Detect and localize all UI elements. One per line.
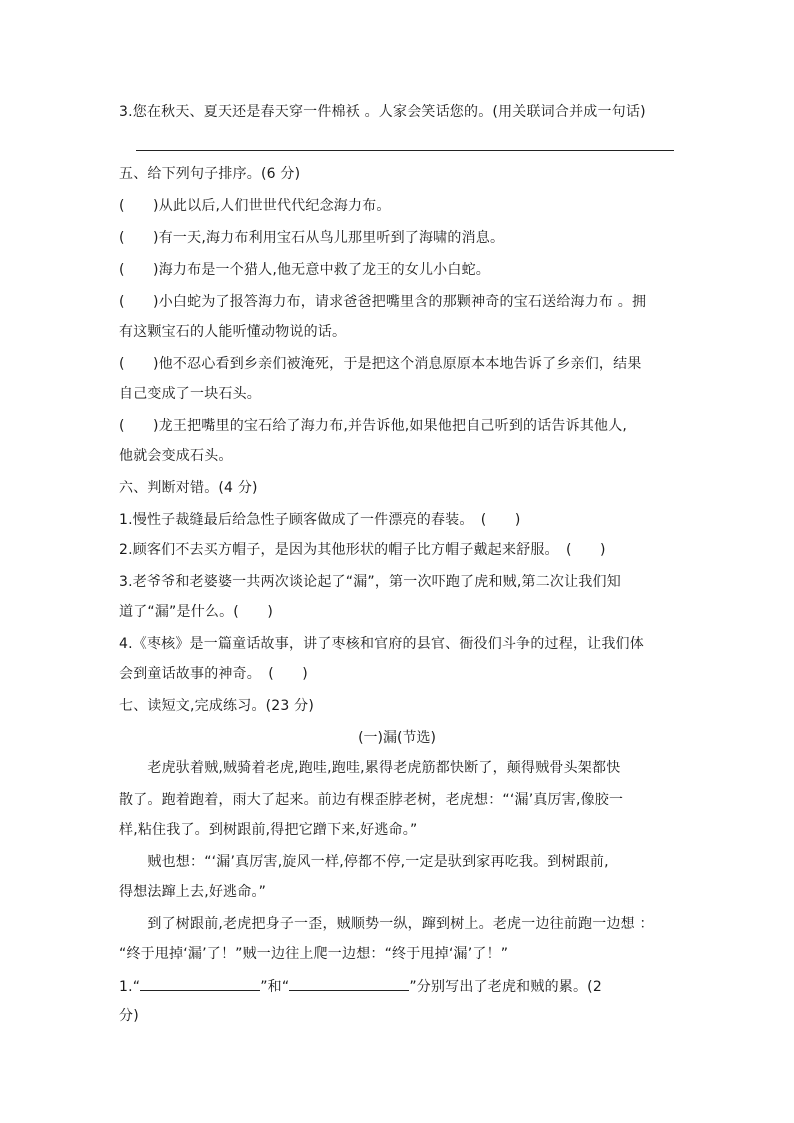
- blank-2[interactable]: [289, 976, 409, 991]
- list-item: ( )龙王把嘴里的宝石给了海力布,并告诉他,如果他把自己听到的话告诉其他人,: [119, 418, 628, 434]
- section5-heading: 五、给下列句子排序。(6 分): [119, 166, 301, 182]
- list-item: ( )从此以后,人们世世代代纪念海力布。: [119, 198, 391, 214]
- q3-rewrite: 3.您在秋天、夏天还是春天穿一件棉袄 。人家会笑话您的。(用关联词合并成一句话): [119, 104, 646, 120]
- q1-prefix: 1.“: [119, 979, 141, 995]
- list-item: 1.慢性子裁缝最后给急性子顾客做成了一件漂亮的春装。 ( ): [119, 512, 521, 528]
- blank-1[interactable]: [140, 976, 260, 991]
- passage-line: 老虎驮着贼,贼骑着老虎,跑哇,跑哇,累得老虎筋都快断了，颠得贼骨头架都快: [119, 760, 621, 776]
- section6-heading: 六、判断对错。(4 分): [119, 480, 258, 496]
- list-item: 他就会变成石头。: [119, 448, 233, 464]
- list-item: 会到童话故事的神奇。 ( ): [119, 666, 308, 682]
- list-item: 道了“漏”是什么。( ): [119, 604, 274, 620]
- list-item: ( )有一天,海力布利用宝石从鸟儿那里听到了海啸的消息。: [119, 230, 505, 246]
- passage-title: (一)漏(节选): [358, 730, 436, 746]
- q1-cont: 分): [119, 1008, 139, 1024]
- section7-heading: 七、读短文,完成练习。(23 分): [119, 698, 315, 714]
- passage-line: 得想法蹿上去,好逃命。”: [119, 884, 267, 900]
- list-item: 有这颗宝石的人能听懂动物说的话。: [119, 324, 347, 340]
- answer-line[interactable]: [136, 150, 674, 151]
- list-item: ( )他不忍心看到乡亲们被淹死，于是把这个消息原原本本地告诉了乡亲们，结果: [119, 356, 642, 372]
- list-item: 3.老爷爷和老婆婆一共两次谈论起了“漏”，第一次吓跑了虎和贼,第二次让我们知: [119, 574, 621, 590]
- list-item: ( )海力布是一个猎人,他无意中救了龙王的女儿小白蛇。: [119, 262, 490, 278]
- passage-line: 贼也想：“‘漏’真厉害,旋风一样,停都不停,一定是驮到家再吃我。到树跟前,: [119, 854, 609, 870]
- list-item: 自己变成了一块石头。: [119, 386, 261, 402]
- passage-line: 到了树跟前,老虎把身子一歪，贼顺势一纵，蹿到树上。老虎一边往前跑一边想 ：: [119, 916, 654, 932]
- passage-line: 样,粘住我了。到树跟前,得把它蹭下来,好逃命。”: [119, 822, 418, 838]
- q1-middle: ”和“: [260, 979, 290, 995]
- list-item: ( )小白蛇为了报答海力布，请求爸爸把嘴里含的那颗神奇的宝石送给海力布 。拥: [119, 294, 647, 310]
- list-item: 4.《枣核》是一篇童话故事，讲了枣核和官府的县官、衙役们斗争的过程，让我们体: [119, 636, 644, 652]
- q1-suffix: ”分别写出了老虎和贼的累。(2: [409, 979, 602, 995]
- passage-line: “终于甩掉‘漏’了！”贼一边往上爬一边想：“终于甩掉‘漏’了！”: [119, 946, 509, 962]
- q1-line: [119, 976, 602, 997]
- list-item: 2.顾客们不去买方帽子，是因为其他形状的帽子比方帽子戴起来舒服。 ( ): [119, 542, 606, 558]
- passage-line: 散了。跑着跑着，雨大了起来。前边有棵歪脖老树，老虎想：“‘漏’真厉害,像胶一: [119, 792, 624, 808]
